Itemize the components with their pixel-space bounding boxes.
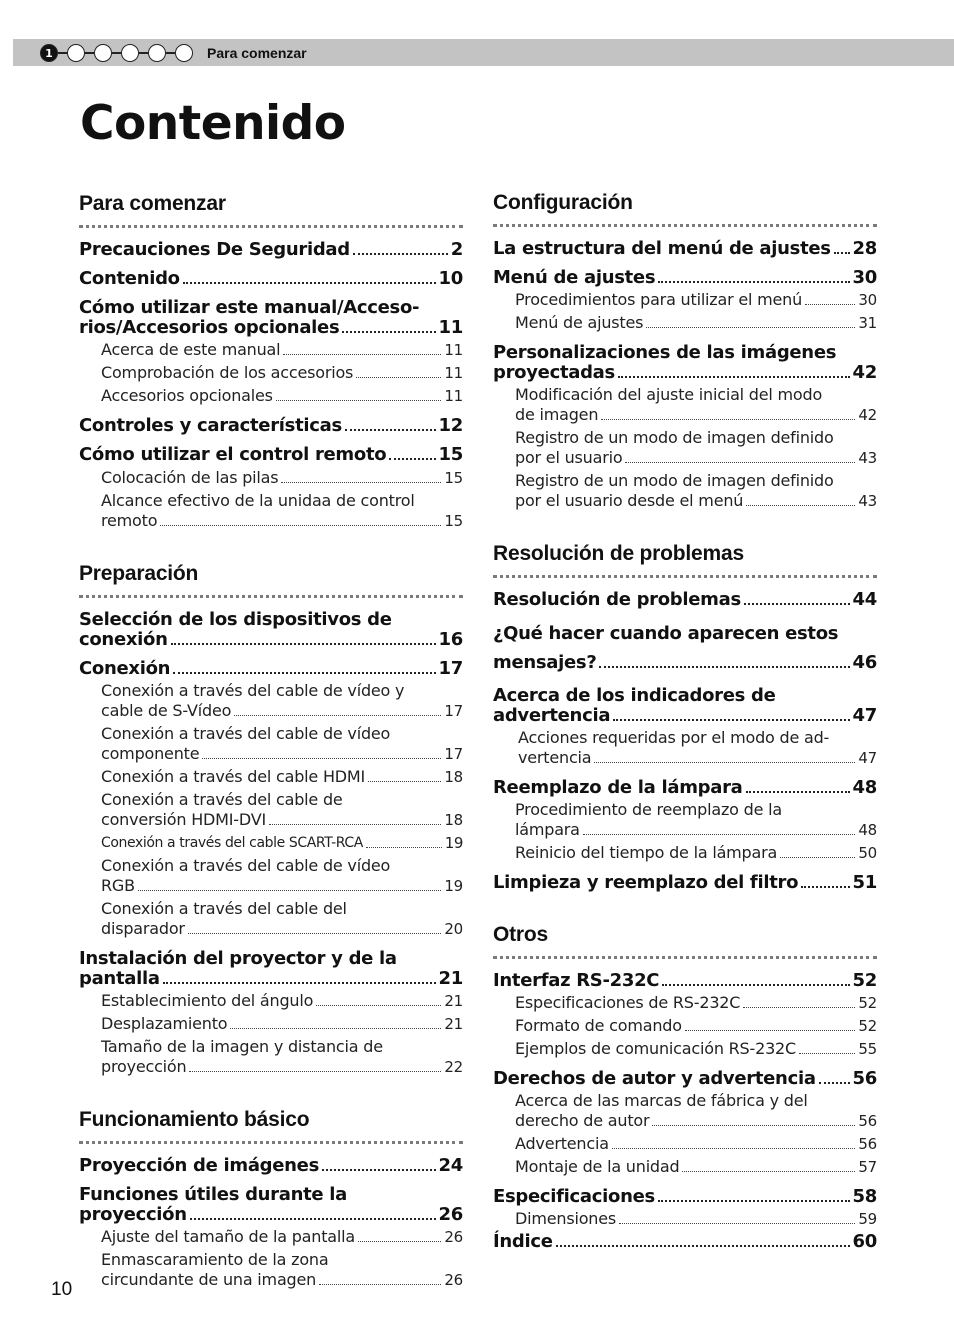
dot-leader <box>618 376 850 378</box>
entry-title: pantalla <box>79 968 160 989</box>
entry-page: 52 <box>858 1017 877 1035</box>
toc-entry[interactable] <box>79 298 463 338</box>
toc-entry[interactable] <box>493 619 877 677</box>
dot-leader <box>276 400 442 401</box>
entry-title: Cómo utilizar el control remoto <box>79 444 387 465</box>
dot-leader <box>780 857 855 858</box>
step-connector <box>58 52 67 53</box>
entry-title: advertencia <box>493 705 611 726</box>
entry-title: Acerca de este manual <box>101 340 281 359</box>
entry-title: Advertencia <box>515 1134 609 1153</box>
dot-leader <box>190 1218 436 1220</box>
toc-section-configuracion <box>493 191 877 511</box>
entry-title: Procedimientos para utilizar el menú <box>515 290 803 309</box>
entry-title: mensajes? <box>493 652 597 673</box>
entry-title: Dimensiones <box>515 1209 617 1228</box>
toc-entry[interactable] <box>79 1185 463 1225</box>
entry-page: 43 <box>858 492 877 510</box>
dot-leader <box>230 1028 441 1029</box>
dot-leader <box>389 458 435 460</box>
toc-entry[interactable] <box>79 949 463 989</box>
chapter-step-5 <box>148 44 166 62</box>
entry-title-line: Tamaño de la imagen y distancia de <box>101 1037 383 1056</box>
toc-subentry[interactable] <box>79 1227 463 1247</box>
dot-leader <box>283 354 441 355</box>
entry-title: Interfaz RS-232C <box>493 970 660 991</box>
toc-entry[interactable] <box>493 778 877 798</box>
entry-title: Especificaciones de RS-232C <box>515 993 741 1012</box>
dot-leader <box>322 1169 436 1171</box>
header-section-label: Para comenzar <box>207 45 307 61</box>
entry-page: 19 <box>444 877 463 895</box>
toc-section-para-comenzar <box>79 192 463 531</box>
dot-leader <box>234 715 441 716</box>
entry-page: 15 <box>444 512 463 530</box>
entry-title: Menú de ajustes <box>493 267 656 288</box>
toc-subentry[interactable] <box>79 899 463 939</box>
toc-subentry[interactable] <box>493 290 877 310</box>
toc-subentry[interactable] <box>493 728 877 768</box>
entry-title: Especificaciones <box>493 1186 655 1207</box>
entry-title: disparador <box>101 919 185 938</box>
entry-title-line: Conexión a través del cable de vídeo <box>101 856 391 875</box>
toc-subentry[interactable] <box>79 767 463 787</box>
entry-page: 47 <box>858 749 877 767</box>
toc-subentry[interactable] <box>493 1134 877 1154</box>
toc-subentry[interactable] <box>493 428 877 468</box>
dot-leader <box>202 758 441 759</box>
chapter-step-3 <box>94 44 112 62</box>
entry-title-line: Alcance efectivo de la unidaa de control <box>101 491 415 510</box>
dot-leader <box>652 1125 855 1126</box>
entry-title: por el usuario desde el menú <box>515 491 744 510</box>
entry-page: 18 <box>444 768 463 786</box>
entry-page: 26 <box>444 1271 463 1289</box>
entry-title: Colocación de las pilas <box>101 468 279 487</box>
dot-leader <box>556 1245 850 1247</box>
entry-title: vertencia <box>518 748 592 767</box>
entry-title: Ejemplos de comunicación RS-232C <box>515 1039 796 1058</box>
entry-page: 43 <box>858 449 877 467</box>
entry-title: componente <box>101 744 200 763</box>
dot-leader <box>746 791 850 793</box>
entry-title: Reinicio del tiempo de la lámpara <box>515 843 778 862</box>
entry-page: 59 <box>858 1210 877 1228</box>
entry-page: 56 <box>858 1112 877 1130</box>
entry-title: Conexión a través del cable SCART-RCA <box>101 835 363 851</box>
entry-title: Resolución de problemas <box>493 589 741 610</box>
dot-leader <box>799 1053 855 1054</box>
dot-leader <box>743 1007 855 1008</box>
entry-page: 48 <box>852 777 877 798</box>
toc-section-funcionamiento <box>79 1108 463 1290</box>
entry-page: 15 <box>444 469 463 487</box>
section-heading: Otros <box>493 923 877 959</box>
toc-entry[interactable] <box>79 1156 463 1176</box>
entry-page: 21 <box>444 992 463 1010</box>
entry-page: 19 <box>444 834 463 852</box>
section-heading: Preparación <box>79 562 463 598</box>
entry-page: 51 <box>852 872 877 893</box>
toc-entry[interactable] <box>79 659 463 679</box>
dot-leader <box>594 762 855 763</box>
toc-subentry[interactable] <box>493 1016 877 1036</box>
entry-title: por el usuario <box>515 448 623 467</box>
dot-leader <box>171 643 436 645</box>
entry-title-line: Cómo utilizar este manual/Acceso- <box>79 297 420 318</box>
toc-subentry[interactable] <box>79 991 463 1011</box>
entry-page: 12 <box>438 415 463 436</box>
entry-page: 28 <box>852 238 877 259</box>
toc-subentry[interactable] <box>79 681 463 721</box>
dot-leader <box>269 824 441 825</box>
dot-leader <box>746 505 855 506</box>
entry-page: 11 <box>438 317 463 338</box>
entry-title: Comprobación de los accesorios <box>101 363 354 382</box>
dot-leader <box>819 1082 850 1084</box>
entry-page: 16 <box>438 629 463 650</box>
entry-page: 18 <box>444 811 463 829</box>
toc-section-resolucion <box>493 542 877 893</box>
dot-leader <box>658 1200 850 1202</box>
page-title: Contenido <box>80 96 346 151</box>
entry-title: Ajuste del tamaño de la pantalla <box>101 1227 355 1246</box>
entry-title: Conexión a través del cable HDMI <box>101 767 366 786</box>
entry-page: 42 <box>858 406 877 424</box>
dot-leader <box>685 1030 856 1031</box>
dot-leader <box>619 1223 855 1224</box>
entry-title: Establecimiento del ángulo <box>101 991 314 1010</box>
entry-title: derecho de autor <box>515 1111 650 1130</box>
entry-title: proyectadas <box>493 362 615 383</box>
toc-subentry[interactable] <box>79 833 463 853</box>
chapter-step-4 <box>121 44 139 62</box>
dot-leader <box>682 1171 855 1172</box>
entry-page: 46 <box>852 652 877 673</box>
entry-page: 56 <box>852 1068 877 1089</box>
toc-right-column <box>493 191 877 1283</box>
toc-subentry[interactable] <box>79 468 463 488</box>
entry-title: Conexión <box>79 658 171 679</box>
entry-title: remoto <box>101 511 158 530</box>
dot-leader <box>625 462 855 463</box>
toc-section-otros <box>493 923 877 1252</box>
toc-subentry[interactable] <box>493 385 877 425</box>
entry-title: Limpieza y reemplazo del filtro <box>493 872 799 893</box>
entry-title: proyección <box>79 1204 187 1225</box>
entry-title-line: Modificación del ajuste inicial del modo <box>515 385 823 404</box>
toc-subentry[interactable] <box>493 1157 877 1177</box>
entry-title: Proyección de imágenes <box>79 1155 319 1176</box>
entry-title: Reemplazo de la lámpara <box>493 777 743 798</box>
entry-title: La estructura del menú de ajustes <box>493 238 831 259</box>
entry-page: 24 <box>438 1155 463 1176</box>
dot-leader <box>356 377 441 378</box>
entry-page: 31 <box>858 314 877 332</box>
section-heading: Configuración <box>493 191 877 227</box>
dot-leader <box>646 327 855 328</box>
entry-page: 11 <box>444 387 463 405</box>
toc-subentry[interactable] <box>79 340 463 360</box>
entry-title-line: Acciones requeridas por el modo de ad- <box>518 728 830 747</box>
entry-title-line: Acerca de las marcas de fábrica y del <box>515 1091 808 1110</box>
entry-page: 56 <box>858 1135 877 1153</box>
dot-leader <box>353 253 448 255</box>
dot-leader <box>316 1005 441 1006</box>
entry-page: 11 <box>444 341 463 359</box>
entry-page: 52 <box>852 970 877 991</box>
toc-subentry[interactable] <box>493 471 877 511</box>
dot-leader <box>612 1148 855 1149</box>
dot-leader <box>189 1071 441 1072</box>
entry-title: Contenido <box>79 268 180 289</box>
entry-title: Índice <box>493 1231 553 1252</box>
chapter-step-2 <box>67 44 85 62</box>
entry-title: Controles y características <box>79 415 342 436</box>
entry-title: Formato de comando <box>515 1016 682 1035</box>
toc-subentry[interactable] <box>79 1250 463 1290</box>
dot-leader <box>583 834 856 835</box>
dot-leader <box>358 1241 441 1242</box>
entry-page: 20 <box>444 920 463 938</box>
dot-leader <box>601 419 855 420</box>
step-connector <box>166 52 175 53</box>
toc-subentry[interactable] <box>79 856 463 896</box>
entry-title: conexión <box>79 629 168 650</box>
entry-title: Accesorios opcionales <box>101 386 273 405</box>
dot-leader <box>138 890 441 891</box>
toc-subentry[interactable] <box>493 800 877 840</box>
dot-leader <box>188 933 442 934</box>
entry-title: Desplazamiento <box>101 1014 228 1033</box>
entry-page: 30 <box>852 267 877 288</box>
entry-title-line: Funciones útiles durante la <box>79 1184 348 1205</box>
toc-subentry[interactable] <box>79 790 463 830</box>
toc-left-column <box>79 192 463 1321</box>
entry-title: de imagen <box>515 405 599 424</box>
entry-page: 17 <box>444 745 463 763</box>
dot-leader <box>281 482 441 483</box>
dot-leader <box>368 781 441 782</box>
entry-title: Precauciones De Seguridad <box>79 239 350 260</box>
toc-subentry[interactable] <box>493 313 877 333</box>
toc-entry[interactable] <box>493 1187 877 1207</box>
entry-title-line: Personalizaciones de las imágenes <box>493 342 837 363</box>
toc-subentry[interactable] <box>493 1039 877 1059</box>
dot-leader <box>173 672 435 674</box>
entry-title: Derechos de autor y advertencia <box>493 1068 816 1089</box>
entry-title: proyección <box>101 1057 187 1076</box>
entry-page: 17 <box>444 702 463 720</box>
entry-page: 55 <box>858 1040 877 1058</box>
toc-subentry[interactable] <box>493 993 877 1013</box>
entry-page: 57 <box>858 1158 877 1176</box>
entry-title-line: Selección de los dispositivos de <box>79 609 392 630</box>
dot-leader <box>345 429 436 431</box>
entry-title-line: Conexión a través del cable de vídeo <box>101 724 391 743</box>
entry-title: conversión HDMI-DVI <box>101 810 266 829</box>
dot-leader <box>805 304 855 305</box>
toc-entry[interactable] <box>493 268 877 288</box>
entry-page: 48 <box>858 821 877 839</box>
toc-entry[interactable] <box>493 1069 877 1089</box>
entry-page: 15 <box>438 444 463 465</box>
entry-page: 52 <box>858 994 877 1012</box>
entry-page: 22 <box>444 1058 463 1076</box>
toc-subentry[interactable] <box>79 724 463 764</box>
page-number: 10 <box>51 1279 73 1300</box>
entry-title-line: Registro de un modo de imagen definido <box>515 428 834 447</box>
entry-title-line: Conexión a través del cable de vídeo y <box>101 681 405 700</box>
entry-title: cable de S-Vídeo <box>101 701 232 720</box>
chapter-progress <box>40 44 193 62</box>
entry-title: Montaje de la unidad <box>515 1157 680 1176</box>
entry-title-line: Conexión a través del cable de <box>101 790 343 809</box>
section-heading: Para comenzar <box>79 192 463 228</box>
toc-subentry[interactable] <box>493 1091 877 1131</box>
entry-title-line: Conexión a través del cable del <box>101 899 347 918</box>
entry-page: 21 <box>438 968 463 989</box>
toc-subentry[interactable] <box>79 1014 463 1034</box>
entry-page: 11 <box>444 364 463 382</box>
entry-title: RGB <box>101 876 135 895</box>
dot-leader <box>163 982 436 984</box>
dot-leader <box>658 281 849 283</box>
toc-subentry[interactable] <box>79 363 463 383</box>
dot-leader <box>599 666 849 668</box>
dot-leader <box>662 984 849 986</box>
toc-subentry[interactable] <box>79 491 463 531</box>
toc-entry[interactable] <box>493 343 877 383</box>
entry-title-line: Procedimiento de reemplazo de la <box>515 800 782 819</box>
entry-title: rios/Accesorios opcionales <box>79 317 340 338</box>
toc-entry[interactable] <box>493 239 877 259</box>
entry-page: 50 <box>858 844 877 862</box>
toc-subentry[interactable] <box>79 386 463 406</box>
entry-title-line: Enmascaramiento de la zona <box>101 1250 329 1269</box>
toc-subentry[interactable] <box>493 843 877 863</box>
toc-entry[interactable] <box>79 610 463 650</box>
entry-page: 42 <box>852 362 877 383</box>
entry-page: 47 <box>852 705 877 726</box>
entry-page: 26 <box>444 1228 463 1246</box>
entry-page: 10 <box>438 268 463 289</box>
entry-page: 58 <box>852 1186 877 1207</box>
dot-leader <box>183 282 436 284</box>
dot-leader <box>319 1284 441 1285</box>
toc-entry[interactable] <box>79 269 463 289</box>
step-connector <box>85 52 94 53</box>
toc-entry[interactable] <box>79 445 463 465</box>
entry-page: 2 <box>450 239 463 260</box>
toc-subentry[interactable] <box>493 1209 877 1229</box>
entry-title-line: Instalación del proyector y de la <box>79 948 397 969</box>
dot-leader <box>366 847 442 848</box>
toc-subentry[interactable] <box>79 1037 463 1077</box>
toc-entry[interactable] <box>493 1232 877 1252</box>
dot-leader <box>744 603 850 605</box>
entry-page: 30 <box>858 291 877 309</box>
entry-title-line: Registro de un modo de imagen definido <box>515 471 834 490</box>
entry-page: 17 <box>438 658 463 679</box>
chapter-step-6 <box>175 44 193 62</box>
entry-page: 44 <box>852 589 877 610</box>
chapter-step-1: 1 <box>40 44 58 62</box>
toc-entry[interactable] <box>493 590 877 610</box>
toc-entry[interactable] <box>79 240 463 260</box>
dot-leader <box>613 719 849 721</box>
toc-entry[interactable] <box>79 416 463 436</box>
entry-title: circundante de una imagen <box>101 1270 317 1289</box>
dot-leader <box>342 331 435 333</box>
entry-page: 26 <box>438 1204 463 1225</box>
entry-page: 21 <box>444 1015 463 1033</box>
toc-section-preparacion <box>79 562 463 1077</box>
entry-title: lámpara <box>515 820 580 839</box>
entry-page: 60 <box>852 1231 877 1252</box>
dot-leader <box>834 252 850 254</box>
dot-leader <box>160 525 441 526</box>
section-heading: Funcionamiento básico <box>79 1108 463 1144</box>
section-heading: Resolución de problemas <box>493 542 877 578</box>
entry-title-line: ¿Qué hacer cuando aparecen estos <box>493 623 839 644</box>
step-connector <box>112 52 121 53</box>
toc-entry[interactable] <box>493 971 877 991</box>
toc-entry[interactable] <box>493 873 877 893</box>
entry-title: Menú de ajustes <box>515 313 644 332</box>
entry-title-line: Acerca de los indicadores de <box>493 685 776 706</box>
step-connector <box>139 52 148 53</box>
toc-entry[interactable] <box>493 686 877 726</box>
dot-leader <box>801 886 849 888</box>
